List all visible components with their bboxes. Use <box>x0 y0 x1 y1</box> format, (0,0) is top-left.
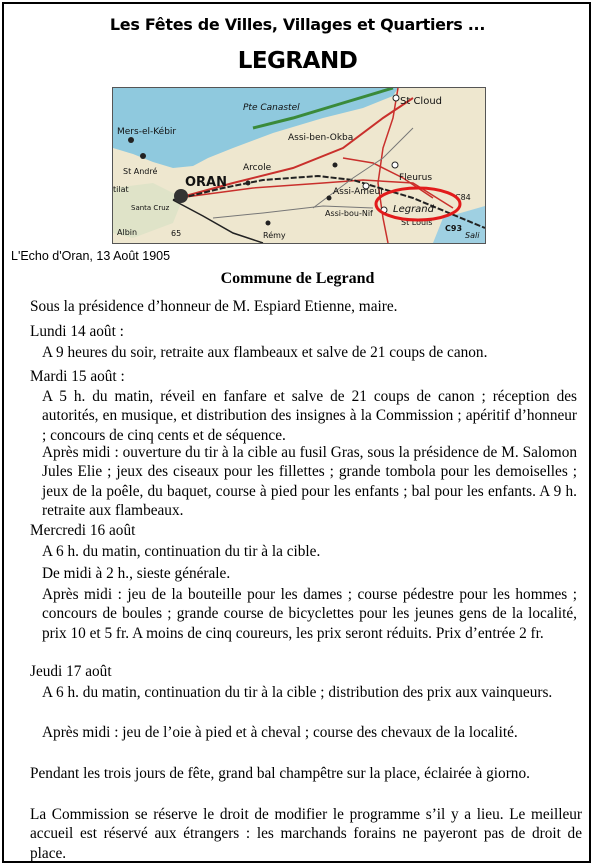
map-label-legrand: Legrand <box>393 204 434 215</box>
map-label-road-65: 65 <box>171 229 182 238</box>
map-label-st-cloud: St Cloud <box>400 96 443 107</box>
map-label-assi-ameur: Assi-Ameur <box>333 187 384 197</box>
closing-paragraph: Pendant les trois jours de fête, grand bal champêtre sur la place, éclairée à giorno. <box>30 765 530 782</box>
section-title: Commune de Legrand <box>220 270 375 287</box>
map-label-santa-cruz: Santa Cruz <box>131 204 170 212</box>
day-item: De midi à 2 h., sieste générale. <box>42 565 231 582</box>
day-item: Après midi : jeu de la bouteille pour les dames ; course pédestre pour les hommes ; concours de boules ; grande course de bicyclettes pour les jeunes gens de la localité, prix 10 et 5 fr. A moins de cinq coureurs, les prix seront réduits. Prix d’entrée 2 fr. <box>42 586 577 642</box>
day-item: A 6 h. du matin, continuation du tir à la cible. <box>42 543 321 560</box>
day-item: Après midi : ouverture du tir à la cible au fusil Gras, sous la présidence de M. Salomon Jules Elie ; jeux des ciseaux pour les fillettes ; grande tombola pour les demoiselles ; jeux de la poêle, du baquet, course à pied pour les enfants ; bal pour les enfants. A 9 h. retraite aux flambeaux. <box>42 444 577 520</box>
map-label-remy: Rémy <box>263 231 286 240</box>
map-label-albin: Albin <box>117 228 138 237</box>
map-label-st-andre: St André <box>123 167 158 176</box>
map-label-mers-el-kebir: Mers-el-Kébir <box>117 127 177 137</box>
map-label-st-louis: St Louis <box>401 218 433 227</box>
day-heading: Jeudi 17 août <box>30 663 112 680</box>
map-label-canastel: Pte Canastel <box>243 103 300 113</box>
series-title: Les Fêtes de Villes, Villages et Quartiers ... <box>109 15 486 34</box>
source-caption: L'Echo d'Oran, 13 Août 1905 <box>11 249 171 263</box>
map-label-assi-bou-nif: Assi-bou-Nif <box>325 209 373 218</box>
map-label-c93: C93 <box>445 224 463 233</box>
day-heading: Lundi 14 août : <box>30 323 124 340</box>
day-item: A 9 heures du soir, retraite aux flambeaux et salve de 21 coups de canon. <box>42 344 488 361</box>
day-heading: Mardi 15 août : <box>30 368 125 385</box>
intro-paragraph: Sous la présidence d’honneur de M. Espiard Etienne, maire. <box>30 298 398 315</box>
day-item: Après midi : jeu de l’oie à pied et à cheval ; course des chevaux de la localité. <box>42 724 518 741</box>
map-label-c84: C84 <box>455 193 471 202</box>
map-label-oran: ORAN <box>185 175 228 190</box>
map-label-tlilat: tilat <box>113 185 129 194</box>
day-item: A 6 h. du matin, continuation du tir à la cible ; distribution des prix aux vainqueurs. <box>42 684 553 701</box>
day-item: A 5 h. du matin, réveil en fanfare et salve de 21 coups de canon ; réception des autorités, en musique, et distribution des insignes à la Commission ; apéritif d’honneur ; concours de cinq cents et de séquence. <box>42 388 577 444</box>
map-label-sali: Sali <box>465 231 480 240</box>
map-image <box>112 87 486 244</box>
day-heading: Mercredi 16 août <box>30 522 136 539</box>
page-title: LEGRAND <box>237 48 358 74</box>
closing-paragraph: La Commission se réserve le droit de modifier le programme s’il y a lieu. Le meilleur accueil est réservé aux étrangers : les marchands forains ne payeront pas de droit de place. <box>30 806 582 862</box>
map-label-arcole: Arcole <box>243 163 272 173</box>
map-label-fleurus: Fleurus <box>399 173 433 183</box>
map-label-assi-ben-okba: Assi-ben-Okba <box>288 133 354 143</box>
